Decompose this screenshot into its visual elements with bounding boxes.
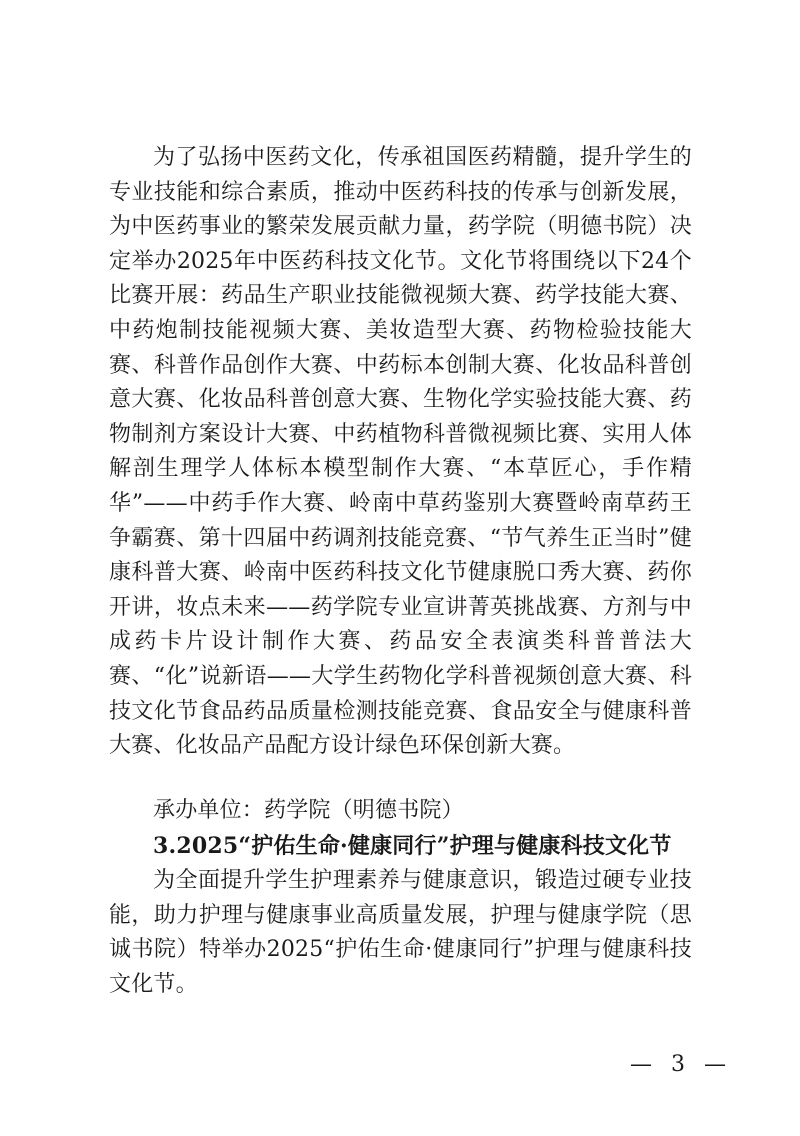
body-paragraph-pharmacy-festival: 为了弘扬中医药文化，传承祖国医药精髓，提升学生的专业技能和综合素质，推动中医药科技的传承与创新发展，为中医药事业的繁荣发展贡献力量，药学院（明德书院）决定举办2025年中医药科技文化节。文化节将围绕以下24个比赛开展：药品生产职业技能微视频大赛、药学技能大赛、中药炮制技能视频大赛、美妆造型大赛、药物检验技能大赛、科普作品创作大赛、中药标本创制大赛、化妆品科普创意大赛、化妆品科普创意大赛、生物化学实验技能大赛、药物制剂方案设计大赛、中药植物科普微视频比赛、实用人体解剖生理学人体标本模型制作大赛、“本草匠心，手作精华”——中药手作大赛、岭南中草药鉴别大赛暨岭南草药王争霸赛、第十四届中药调剂技能竞赛、“节气养生正当时”健康科普大赛、岭南中医药科技文化节健康脱口秀大赛、药你开讲，妆点未来——药学院专业宣讲菁英挑战赛、方剂与中成药卡片设计制作大赛、药品安全表演类科普普法大赛、“化”说新语——大学生药物化学科普视频创意大赛、科技文化节食品药品质量检测技能竞赛、食品安全与健康科普大赛、化妆品产品配方设计绿色环保创新大赛。 [109, 145, 692, 759]
page-number: — 3 — [630, 1052, 732, 1077]
section-heading-nursing-festival: 3.2025“护佑生命·健康同行”护理与健康科技文化节 [153, 833, 672, 859]
body-paragraph-nursing-festival: 为全面提升学生护理素养与健康意识，锻造过硬专业技能，助力护理与健康事业高质量发展，护理与健康学院（思诚书院）特举办2025“护佑生命·健康同行”护理与健康科技文化节。 [109, 868, 692, 997]
organizer-line: 承办单位：药学院（明德书院） [153, 798, 464, 823]
